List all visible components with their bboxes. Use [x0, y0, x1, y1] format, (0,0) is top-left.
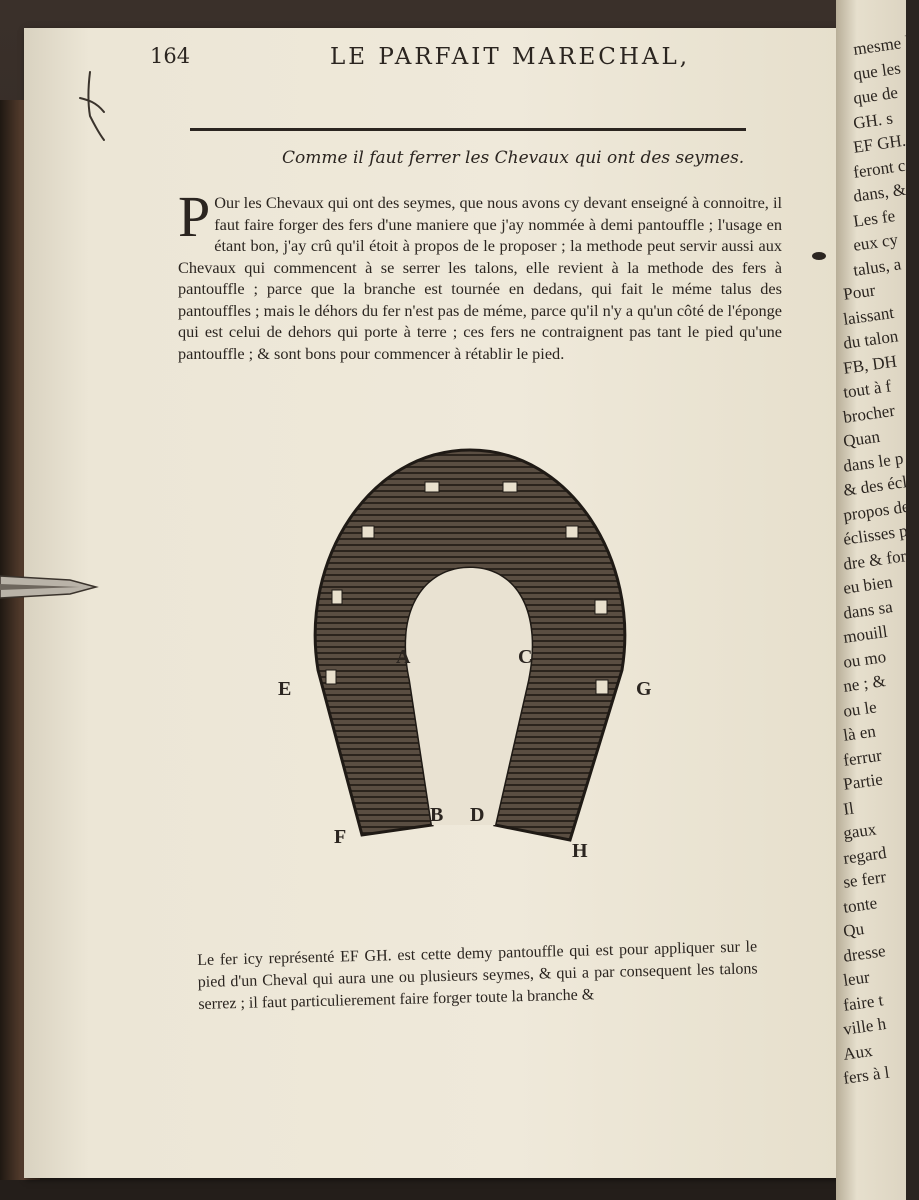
facing-page-fragment: mouill	[842, 621, 889, 647]
drop-cap: P	[178, 184, 211, 249]
facing-page-fragment: FB, DH	[842, 351, 898, 378]
facing-page-fragment: leur	[842, 967, 871, 990]
facing-page-fragment: eux cy	[852, 229, 900, 255]
facing-page-fragment: gaux	[842, 819, 878, 843]
page-number: 164	[150, 44, 191, 68]
facing-page-fragment: mesme le	[852, 30, 919, 59]
facing-page-fragment: propos de	[842, 496, 911, 525]
section-title: Comme il faut ferrer les Chevaux qui ont des seymes.	[282, 148, 745, 168]
figure-label-c: C	[518, 646, 533, 668]
facing-page-fragment: du talon	[842, 326, 900, 353]
facing-page-fragment: Quan	[842, 426, 882, 451]
facing-page-fragment: regard	[842, 842, 888, 868]
facing-page-fragment: & des écl	[842, 472, 909, 500]
facing-page-fragment: fers à l	[842, 1062, 891, 1088]
facing-page-fragment: brocher	[842, 400, 897, 427]
facing-page-fragment: là en	[842, 721, 877, 745]
facing-page-fragment: laissant	[842, 302, 896, 329]
figure-label-d-inner: D	[470, 804, 485, 826]
facing-page-fragment: ou le	[842, 696, 878, 721]
horseshoe-figure	[270, 440, 670, 870]
bookmark-ribbon-icon	[0, 570, 96, 604]
facing-page-fragment: ou mo	[842, 646, 888, 672]
facing-page-fragment: feront c	[852, 155, 907, 182]
header-rule	[190, 128, 746, 131]
facing-page-fragment: Pour	[842, 280, 877, 304]
facing-page-fragment: dans le p	[842, 448, 905, 476]
facing-page-fragment: dre & for	[842, 545, 908, 574]
figure-label-h: H	[572, 840, 588, 862]
figure-label-a: A	[396, 646, 411, 668]
figure-label-g: G	[636, 678, 652, 700]
facing-page-fragment: éclisses po	[842, 519, 918, 549]
facing-page-fragment: ville h	[842, 1014, 888, 1039]
ink-spot	[812, 252, 826, 260]
facing-page-fragment: Aux	[842, 1040, 874, 1064]
facing-page-fragment: Les fe	[852, 205, 897, 231]
paragraph-text: Our les Chevaux qui ont des seymes, que nous avons cy devant enseigné à connoitre, il faut faire forger des fers d'une maniere que j'ay nommée à demi pantouffle ; l'usage en étant bon, j'ay crû qu'il étoit à propos de le proposer ; la methode peut servir aussi aux Chevaux qui commencent à se serrer les talons, elle revient à la methode des fers à pantouffle ; parce que la branche est tournée en dedans, qui fait le méme talus des pantouffles ; mais le déhors du fer n'est pas de méme, parce qu'il n'y a qu'un côté de l'éponge qui est celui de dehors qui porte à terre ; ces fers ne contraignent pas tant le pied qu'une pantouffle ; & sont bons pour commencer à rétablir le pied.	[178, 193, 782, 363]
running-title: LE PARFAIT MARECHAL,	[330, 44, 691, 70]
figure-label-f: F	[334, 826, 347, 848]
facing-page-fragment: tout à f	[842, 376, 893, 402]
facing-page-fragment: dresse	[842, 940, 887, 966]
figure-label-e: E	[278, 678, 292, 700]
facing-page-fragment: talus, a	[852, 253, 903, 280]
facing-page-fragment: faire t	[842, 989, 885, 1015]
figure-caption: Le fer icy représenté EF GH. est cette demy pantouffle qui est pour appliquer sur le pied d'un Cheval qui aura une ou plusieurs seymes, & qui a par consequent les talons serrez ; il faut particulierement faire forger toute la branche &	[197, 938, 758, 1013]
facing-page-fragment: tonte	[842, 892, 879, 917]
facing-page-fragment: que de	[852, 82, 900, 108]
pencil-mark-icon	[76, 68, 112, 142]
facing-page-fragment: Qu	[842, 919, 866, 941]
facing-page-edge	[836, 0, 919, 1200]
figure-label-b: B	[430, 804, 444, 826]
body-paragraph	[178, 184, 782, 364]
facing-page-fragment: se ferr	[842, 867, 888, 892]
facing-page-fragment: que les	[852, 57, 902, 84]
facing-page-fragment: ne ; &	[842, 671, 887, 696]
facing-page-fragment: Partie	[842, 769, 884, 794]
facing-page-fragment: dans, &	[852, 179, 908, 206]
facing-page-fragment: eu bien	[842, 572, 894, 598]
facing-page-fragment: dans sa	[842, 596, 894, 623]
facing-page-fragment: ferrur	[842, 745, 883, 770]
facing-page-fragment: GH. s	[852, 107, 894, 133]
facing-page-fragment: Il	[842, 798, 855, 819]
facing-page-fragment: EF GH.	[852, 130, 908, 157]
page-header	[150, 44, 710, 84]
